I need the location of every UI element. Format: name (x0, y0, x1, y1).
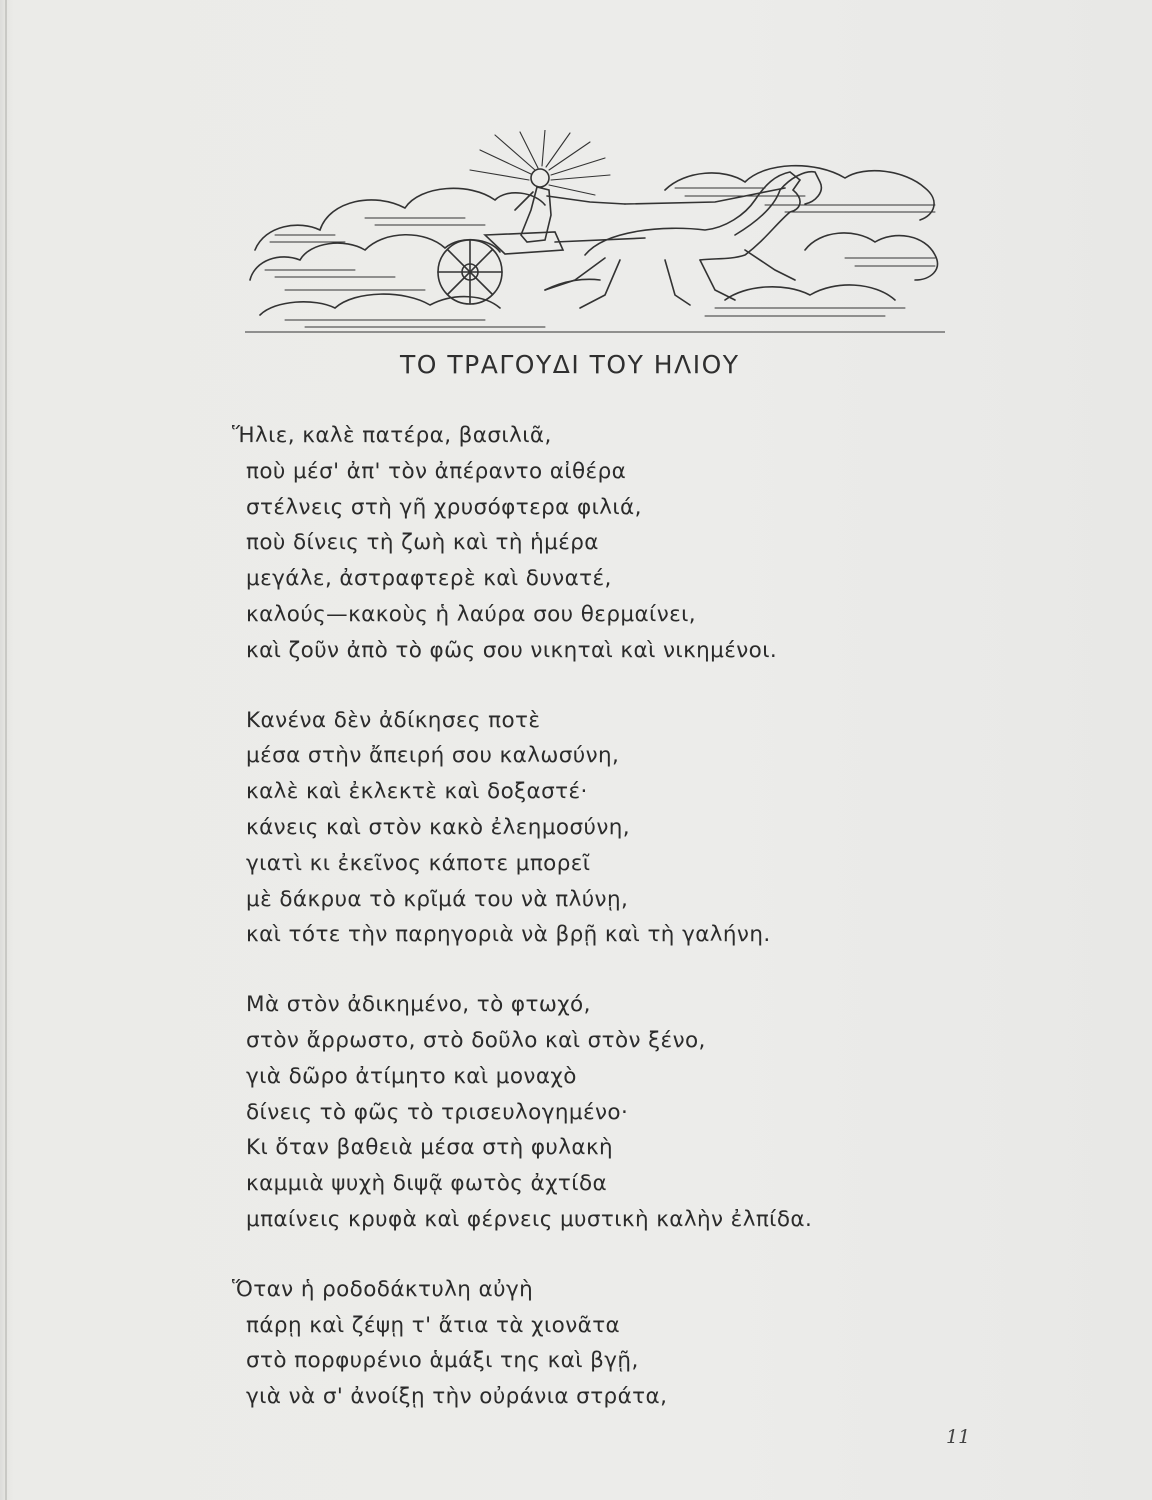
poem-line: γιὰ δῶρο ἀτίμητο καὶ μοναχὸ (246, 1063, 577, 1089)
cloud-left (255, 188, 545, 250)
sun-god-figure (515, 169, 625, 242)
poem-line: Ὅταν ἡ ροδοδάκτυλη αὐγὴ (232, 1276, 534, 1302)
poem-line: Ἥλιε, καλὲ πατέρα, βασιλιᾶ, (232, 423, 552, 448)
poem-line: Κι ὅταν βαθειὰ μέσα στὴ φυλακὴ (246, 1135, 614, 1161)
poem-line: στέλνεις στὴ γῆ χρυσόφτερα φιλιά, (246, 494, 642, 520)
poem-title: ΤΟ ΤΡΑΓΟΥΔΙ ΤΟΥ ΗΛΙΟΥ (400, 350, 740, 379)
poem-line: μεγάλε, ἀστραφτερὲ καὶ δυνατέ, (246, 566, 612, 592)
poem-line: κάνεις καὶ στὸν κακὸ ἐλεημοσύνη, (246, 814, 630, 840)
poem-body (232, 418, 932, 1449)
poem-line: καὶ τότε τὴν παρηγοριὰ νὰ βρῇ καὶ τὴ γαλήνη. (246, 922, 771, 948)
chariot (438, 232, 645, 304)
stanza (232, 703, 932, 954)
page-fold-edge (5, 0, 7, 1500)
poem-line: καμμιὰ ψυχὴ διψᾷ φωτὸς ἀχτίδα (246, 1171, 608, 1197)
poem-line: καλὲ καὶ ἐκλεκτὲ καὶ δοξαστέ· (246, 779, 588, 805)
poem-line: Κανένα δὲν ἀδίκησες ποτὲ (246, 707, 541, 733)
poem-line: μέσα στὴν ἄπειρή σου καλωσύνη, (246, 743, 620, 769)
poem-line: πάρῃ καὶ ζέψῃ τ' ἄτια τὰ χιονᾶτα (246, 1312, 621, 1338)
stanza (232, 418, 932, 669)
stanza (232, 987, 932, 1238)
poem-line: καὶ ζοῦν ἀπὸ τὸ φῶς σου νικηταὶ καὶ νικημένοι. (246, 637, 778, 663)
stanza (232, 1272, 932, 1415)
poem-line: μπαίνεις κρυφὰ καὶ φέρνεις μυστικὴ καλὴν ἐλπίδα. (246, 1206, 813, 1232)
poem-line: γιατὶ κι ἐκεῖνος κάποτε μπορεῖ (246, 850, 591, 876)
page-number: 11 (946, 1426, 971, 1448)
sun-god-chariot-illustration (245, 130, 945, 335)
sun-rays (470, 130, 610, 195)
poem-line: στὸ πορφυρένιο ἁμάξι της καὶ βγῇ, (246, 1348, 639, 1374)
poem-line: καλούς—κακοὺς ἡ λαύρα σου θερμαίνει, (246, 601, 697, 627)
poem-line: στὸν ἄρρωστο, στὸ δοῦλο καὶ στὸν ξένο, (246, 1027, 706, 1053)
poem-line: γιὰ νὰ σ' ἀνοίξῃ τὴν οὐράνια στράτα, (246, 1384, 668, 1410)
poem-line: μὲ δάκρυα τὸ κρῖμά του νὰ πλύνῃ, (246, 886, 629, 912)
poem-line: δίνεις τὸ φῶς τὸ τρισευλογημένο· (246, 1099, 629, 1125)
poem-line: Μὰ στὸν ἀδικημένο, τὸ φτωχό, (246, 992, 591, 1018)
poem-line: ποὺ δίνεις τὴ ζωὴ καὶ τὴ ἡμέρα (246, 530, 599, 556)
poem-line: ποὺ μέσ' ἀπ' τὸν ἀπέραντο αἰθέρα (246, 458, 627, 484)
